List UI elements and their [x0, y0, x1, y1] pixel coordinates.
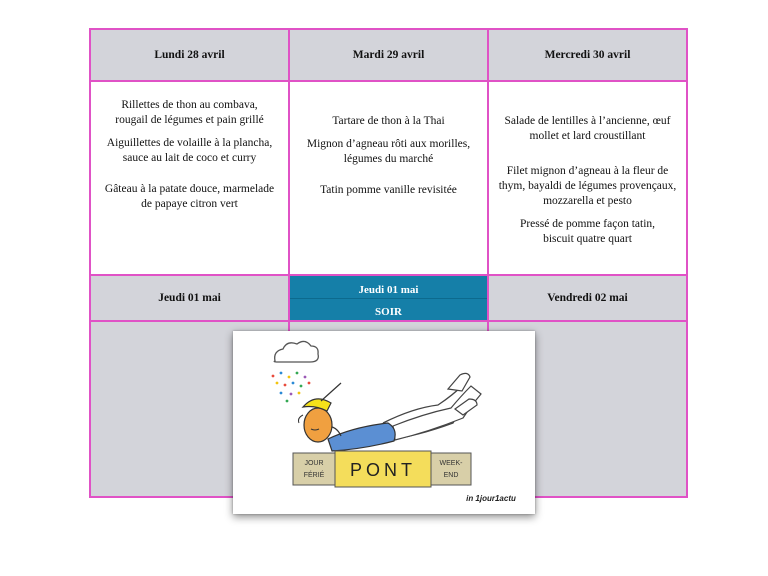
header-vendredi — [487, 274, 688, 322]
dish-mercredi-dessert: Pressé de pomme façon tatin, biscuit quatre quart — [519, 218, 656, 245]
cartoon-credit: in 1jour1actu — [466, 494, 516, 503]
sign-end: END — [443, 472, 459, 479]
dish-mardi-plat: Mignon d’agneau rôti aux morilles, légumes du marché — [306, 138, 471, 165]
header-jeudi-label: Jeudi 01 mai — [158, 292, 221, 304]
dish-mercredi-entree: Salade de lentilles à l’ancienne, œuf mollet et lard croustillant — [504, 115, 671, 142]
soir-divider — [290, 298, 487, 299]
header-mercredi-label: Mercredi 30 avril — [544, 49, 631, 61]
soir-label: SOIR — [375, 306, 402, 318]
pont-signs — [293, 451, 471, 487]
dish-mardi-entree: Tartare de thon à la Thai — [332, 115, 445, 127]
header-jeudi-soir-label: Jeudi 01 mai — [358, 284, 419, 296]
rain-cloud-icon — [272, 341, 319, 402]
menu-lundi — [89, 80, 290, 276]
dish-lundi-dessert: Gâteau à la patate douce, marmelade de papaye citron vert — [104, 183, 275, 210]
header-jeudi-soir — [288, 274, 489, 322]
header-mercredi — [487, 28, 688, 82]
header-vendredi-label: Vendredi 02 mai — [547, 292, 628, 304]
header-jeudi — [89, 274, 290, 322]
header-mardi — [288, 28, 489, 82]
sign-jour: JOUR — [304, 460, 324, 467]
dish-mardi-dessert: Tatin pomme vanille revisitée — [320, 184, 457, 196]
header-mardi-label: Mardi 29 avril — [352, 49, 425, 61]
sign-week: WEEK- — [439, 460, 463, 467]
pont-cartoon — [233, 331, 535, 514]
sign-ferie: FÉRIÉ — [303, 472, 325, 479]
menu-mardi — [288, 80, 489, 276]
sign-pont: PONT — [349, 460, 417, 480]
cartoon-illustration — [233, 331, 535, 514]
menu-mercredi — [487, 80, 688, 276]
header-lundi — [89, 28, 290, 82]
header-lundi-label: Lundi 28 avril — [154, 49, 225, 61]
dish-lundi-plat: Aiguillettes de volaille à la plancha, sauce au lait de coco et curry — [106, 137, 273, 164]
dish-lundi-entree: Rillettes de thon au combava, rougail de légumes et pain grillé — [115, 99, 264, 126]
dish-mercredi-plat: Filet mignon d’agneau à la fleur de thym, bayaldi de légumes provençaux, mozzarella et pesto — [498, 165, 677, 207]
